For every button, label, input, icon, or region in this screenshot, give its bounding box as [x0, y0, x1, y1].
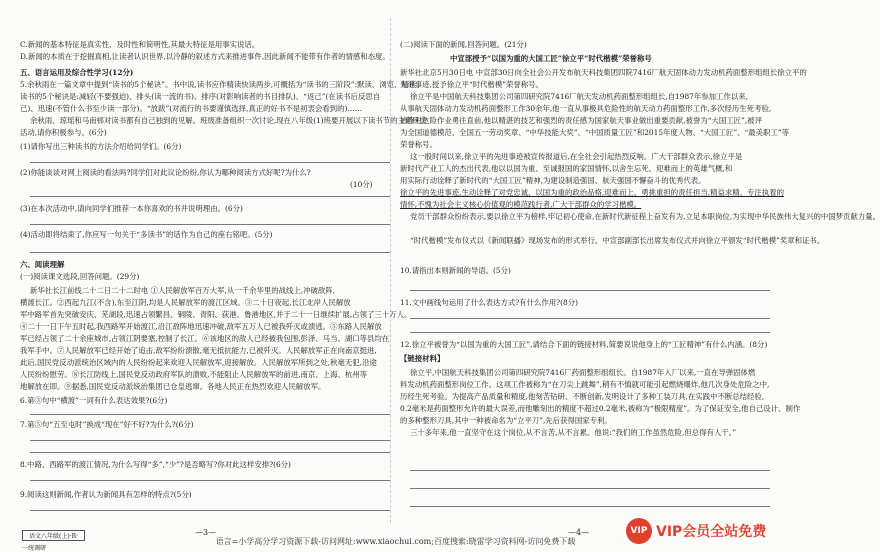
- vip-badge-text: VIP会员全站免费: [656, 524, 767, 540]
- question: (1)请你写出三种读书的方法介绍给同学们。(6分): [20, 142, 182, 151]
- passage-line: 新华社北京5月30日电 中宣部30日向全社会公开发布航天科技集团四院7416厂航天固体动力发动机药面整形组组长徐立平的: [400, 68, 807, 77]
- material-heading: 【链接材料】: [400, 354, 445, 363]
- passage-line: 军已经占领了二十余座城市,占领江阴要塞,控制了长江。⑥该地区的敌人已经被我包围,彭泽、马当、湖口等县均在: [20, 334, 390, 343]
- answer-line[interactable]: [30, 480, 390, 481]
- answer-line[interactable]: [30, 252, 390, 253]
- passage-line: 为全国道德模范、全国五一劳动奖章、“中华技能大奖”、“中国质量工匠”和2015年度人物、“大国工匠”、“最美职工”等: [400, 128, 790, 137]
- question: (4)活动即将结束了,你应写一句关于“多读书”的话作为自己的座右铭吧。(5分): [20, 230, 273, 239]
- right-page: [400, 0, 880, 525]
- page-number: —3—: [195, 528, 217, 537]
- vip-badge[interactable]: [626, 515, 786, 547]
- passage-line: 徐立平,中国航天科技集团公司第四研究院7416厂药面整形组组长。自1987年入厂以来,一直在导弹固体燃: [410, 368, 756, 377]
- passage-line: ④二十一日下午五时起,我西路军开始渡江,沿江敌阵地迅速冲破,敌军五万人已被我歼灭或溃逃。⑤东路人民解放: [20, 322, 382, 331]
- passage-line: 荣誉称号。: [400, 140, 437, 149]
- passage-line: 历经生死考验。为提高产品质量和精度,他刻苦钻研、不断创新,发明设计了多种工装刀具,在实践中不断总结经验,: [400, 392, 765, 401]
- answer-line[interactable]: [410, 488, 770, 489]
- answer-line[interactable]: [30, 196, 390, 197]
- passage-line: 料发动机药面整形岗位工作。这项工作被称为“在刀尖上跳舞”,稍有不慎就可能引起燃烧爆炸,他几次身处危险之中,: [400, 380, 770, 389]
- passage-line: 用实际行动诠释了新时代的“大国工匠”精神,为建设制造强国、航天强国不懈奋斗的优秀代表。: [400, 176, 706, 185]
- passage-line: 军中路军首先突破安庆、芜湖段,迅速占领繁昌、铜陵、青阳、荻港、鲁港地区,并于二十一日继续扩展,占领了三十万人。: [20, 310, 412, 319]
- text-line: 己)、迅速(不管什么书至少读一部分)。“放跋”(对流行的书要谨慎选择,真正的好书不是初衷会看到的)……: [20, 104, 363, 113]
- score: (10分): [350, 180, 373, 189]
- text-line: 活动,请你积极参与。(6分): [20, 128, 107, 137]
- passage-line: 人民纷纷慰劳。⑧长江防线上,国民党反动政府军队的溃败,不能阻止人民解放军的前进,南京、上海、杭州等: [20, 370, 368, 379]
- answer-line[interactable]: [30, 414, 390, 415]
- passage-line: “时代楷模”发布仪式以《新闻联播》现场发布的形式举行。中宣部副部长出席发布仪式并向徐立平颁发“时代楷模”奖章和证书。: [410, 236, 825, 245]
- side-label-text: 语文八年级(上)·R·: [22, 530, 85, 541]
- text-line: C.新闻的基本特征是真实性、及时性和简明性,其最大特征是用事实说话。: [20, 40, 260, 49]
- passage-line: 地解放在即。⑨据悉,国民党反动派统治集团已仓皇逃窜。各地人民正在热烈欢迎人民解放军。: [20, 382, 326, 391]
- passage-line: 始终对危险作业勇往直前,他以精湛的技艺和强烈的责任感为国家航天事业做出重要贡献,被誉为“大国工匠”,被评: [400, 116, 762, 125]
- section-heading: 六、阅读理解: [20, 260, 65, 269]
- answer-line[interactable]: [30, 224, 390, 225]
- section-heading: 五、语言运用及综合性学习(12分): [20, 68, 134, 77]
- text-line: 余秋雨、琼瑶和马南邨对读书都有自己独到的见解。班级准备组织一次讨论,现在八年级(1)班要开展以下读书节的主题班会: [30, 116, 428, 125]
- side-sub: 一统调研: [22, 545, 47, 552]
- passage-line: 此后,国民党反动派统治区域内的人民纷纷起来欢迎人民解放军,迎接解放。人民解放军所到之处,秋毫无犯,沿途: [20, 358, 377, 367]
- passage-line: 0.2毫米是药面整形允许的最大误差,而他雕刻出的精度不超过0.2毫米,被称为“极限精度”。为了保证安全,他自己设计、制作: [400, 404, 801, 413]
- page-number: —4—: [568, 528, 590, 537]
- answer-line[interactable]: [30, 440, 390, 441]
- question: (2)你能谈谈对网上阅读的看法吗?同学们对此议论纷纷,你认为哪种阅读方式好呢?为什么?: [20, 168, 311, 177]
- passage-line: 新时代产业工人的杰出代表,他以以国为重、至诚报国的家国情怀,以舍生忘死、迎难而上的英雄气概,和: [400, 164, 733, 173]
- passage-line: 新华社长江前线二十二日二十二时电 ①人民解放军百万大军,从一千余华里的战线上,冲破敌阵,: [30, 286, 336, 295]
- passage-line: 从事航天固体动力发动机药面整形工作30余年,他一直从事极具危险性的航天动力药面整形工作,多次经历生死考验,: [400, 104, 772, 113]
- text-line: D.新闻的本质在于挖掘真相,让读者认识世界,以冷静的叙述方式来推进事件,因此新闻不能带有作者的情感和态度。: [20, 52, 390, 61]
- passage-line: 徐立平是中国航天科技集团公司第四研究院7416厂航天发动机药面整形组组长,自1987年参加工作以来,: [410, 92, 748, 101]
- question: (二)阅读下面的新闻,回答问题。(21分): [400, 40, 527, 49]
- answer-line[interactable]: [30, 452, 390, 453]
- question: 9.阅读这则新闻,作者认为新闻具有怎样的特点?(5分): [20, 490, 192, 499]
- question: 11.文中画线句运用了什么表达方式?有什么作用?(8分): [400, 298, 578, 307]
- answer-line[interactable]: [410, 290, 770, 291]
- passage-line: 先进事迹,授予徐立平“时代楷模”荣誉称号。: [400, 80, 543, 89]
- underlined-line: 徐立平的先进事迹,生动诠释了对党忠诚、以国为重的政治品格,迎难而上、勇挑重担的责任担当,精益求精、专注执着的: [400, 188, 784, 197]
- passage-line: 我军手中。⑦人民解放军已经开始了追击,敌军纷纷溃散,毫无抵抗能力,已被歼灭。人民解放军正在向南京挺进,: [20, 346, 377, 355]
- news-headline: 中宣部授予“以国为重的大国工匠”徐立平“时代楷模”荣誉称号: [450, 54, 652, 63]
- answer-line[interactable]: [410, 506, 770, 507]
- text-line: 5.余秋雨在一篇文章中提到“读书的5个秘诀”。书中说,读书应作精读快读两步,可概括为“读书的三阶段”:默读、浏览、精读。: [20, 80, 424, 89]
- question: (一)阅读课文选段,回答问题。(29分): [20, 272, 140, 281]
- underlined-line: 情怀,不愧为社会主义核心价值观的模范践行者,广大干部群众的学习楷模。: [400, 200, 642, 209]
- question: 6.第③句中“横渡”一词有什么表达效果?(6分): [20, 396, 168, 405]
- answer-line[interactable]: [410, 470, 770, 471]
- question: 8.中路、西路军的渡江情况,为什么写得“多”,“少”?是否略写?你对此这样安排?(6分): [20, 460, 291, 469]
- passage-line: 党员干部群众纷纷表示,要以徐立平为榜样,牢记初心使命,在新时代新征程上奋发有为,立足本职岗位,为实现中华民族伟大复兴的中国梦贡献力量。: [410, 212, 880, 221]
- question: (3)在本次活动中,请向同学们推荐一本你喜欢的书并说明理由。(6分): [20, 204, 243, 213]
- question: 7.第⑤句“五至屯时”换成“现在”好不好?为什么?(6分): [20, 420, 194, 429]
- vip-crown-icon: VIP: [626, 518, 652, 544]
- question: 12.徐立平被誉为“以国为重的大国工匠”,请结合下面的链接材料,简要说说他身上的“工匠精神”有什么内涵。(8分): [400, 340, 768, 349]
- text-line: 读书的5个秘诀是:减轻(不要强迫)、排头(读一流的书)、排序(对影响读者的书目排队)、“返己”(在读书后反思自: [20, 92, 381, 101]
- passage-line: 三十多年来,他一直坚守在这个岗位,从不言苦,从不言累。他说:“我们的工作虽然危险,但总得有人干。”: [410, 428, 737, 437]
- footer-watermark: 语言=小学高分学习资源下载-访问网址:www.xiaochui.com;百度搜索:晓雷学习资料网-访问免费下载: [215, 537, 576, 546]
- passage-line: 横渡长江。②西起九江(不含),东至江阴,均是人民解放军的渡江区域。③二十日夜起,长江北岸人民解放: [20, 298, 351, 307]
- answer-line[interactable]: [30, 162, 390, 163]
- answer-line[interactable]: [30, 510, 390, 511]
- passage-line: 这一殷时间以来,徐立平的先进事迹被宣传报道后,在全社会引起热烈反响。广大干部群众表示,徐立平是: [410, 152, 743, 161]
- column-divider: [390, 18, 391, 523]
- answer-line[interactable]: [410, 318, 770, 319]
- question: 10.请指出本则新闻的导语。(5分): [400, 266, 511, 275]
- answer-line[interactable]: [410, 332, 770, 333]
- passage-line: 的多种整形刀具,其中一种被命名为“立平刀”,先后获得国家专利。: [400, 416, 612, 425]
